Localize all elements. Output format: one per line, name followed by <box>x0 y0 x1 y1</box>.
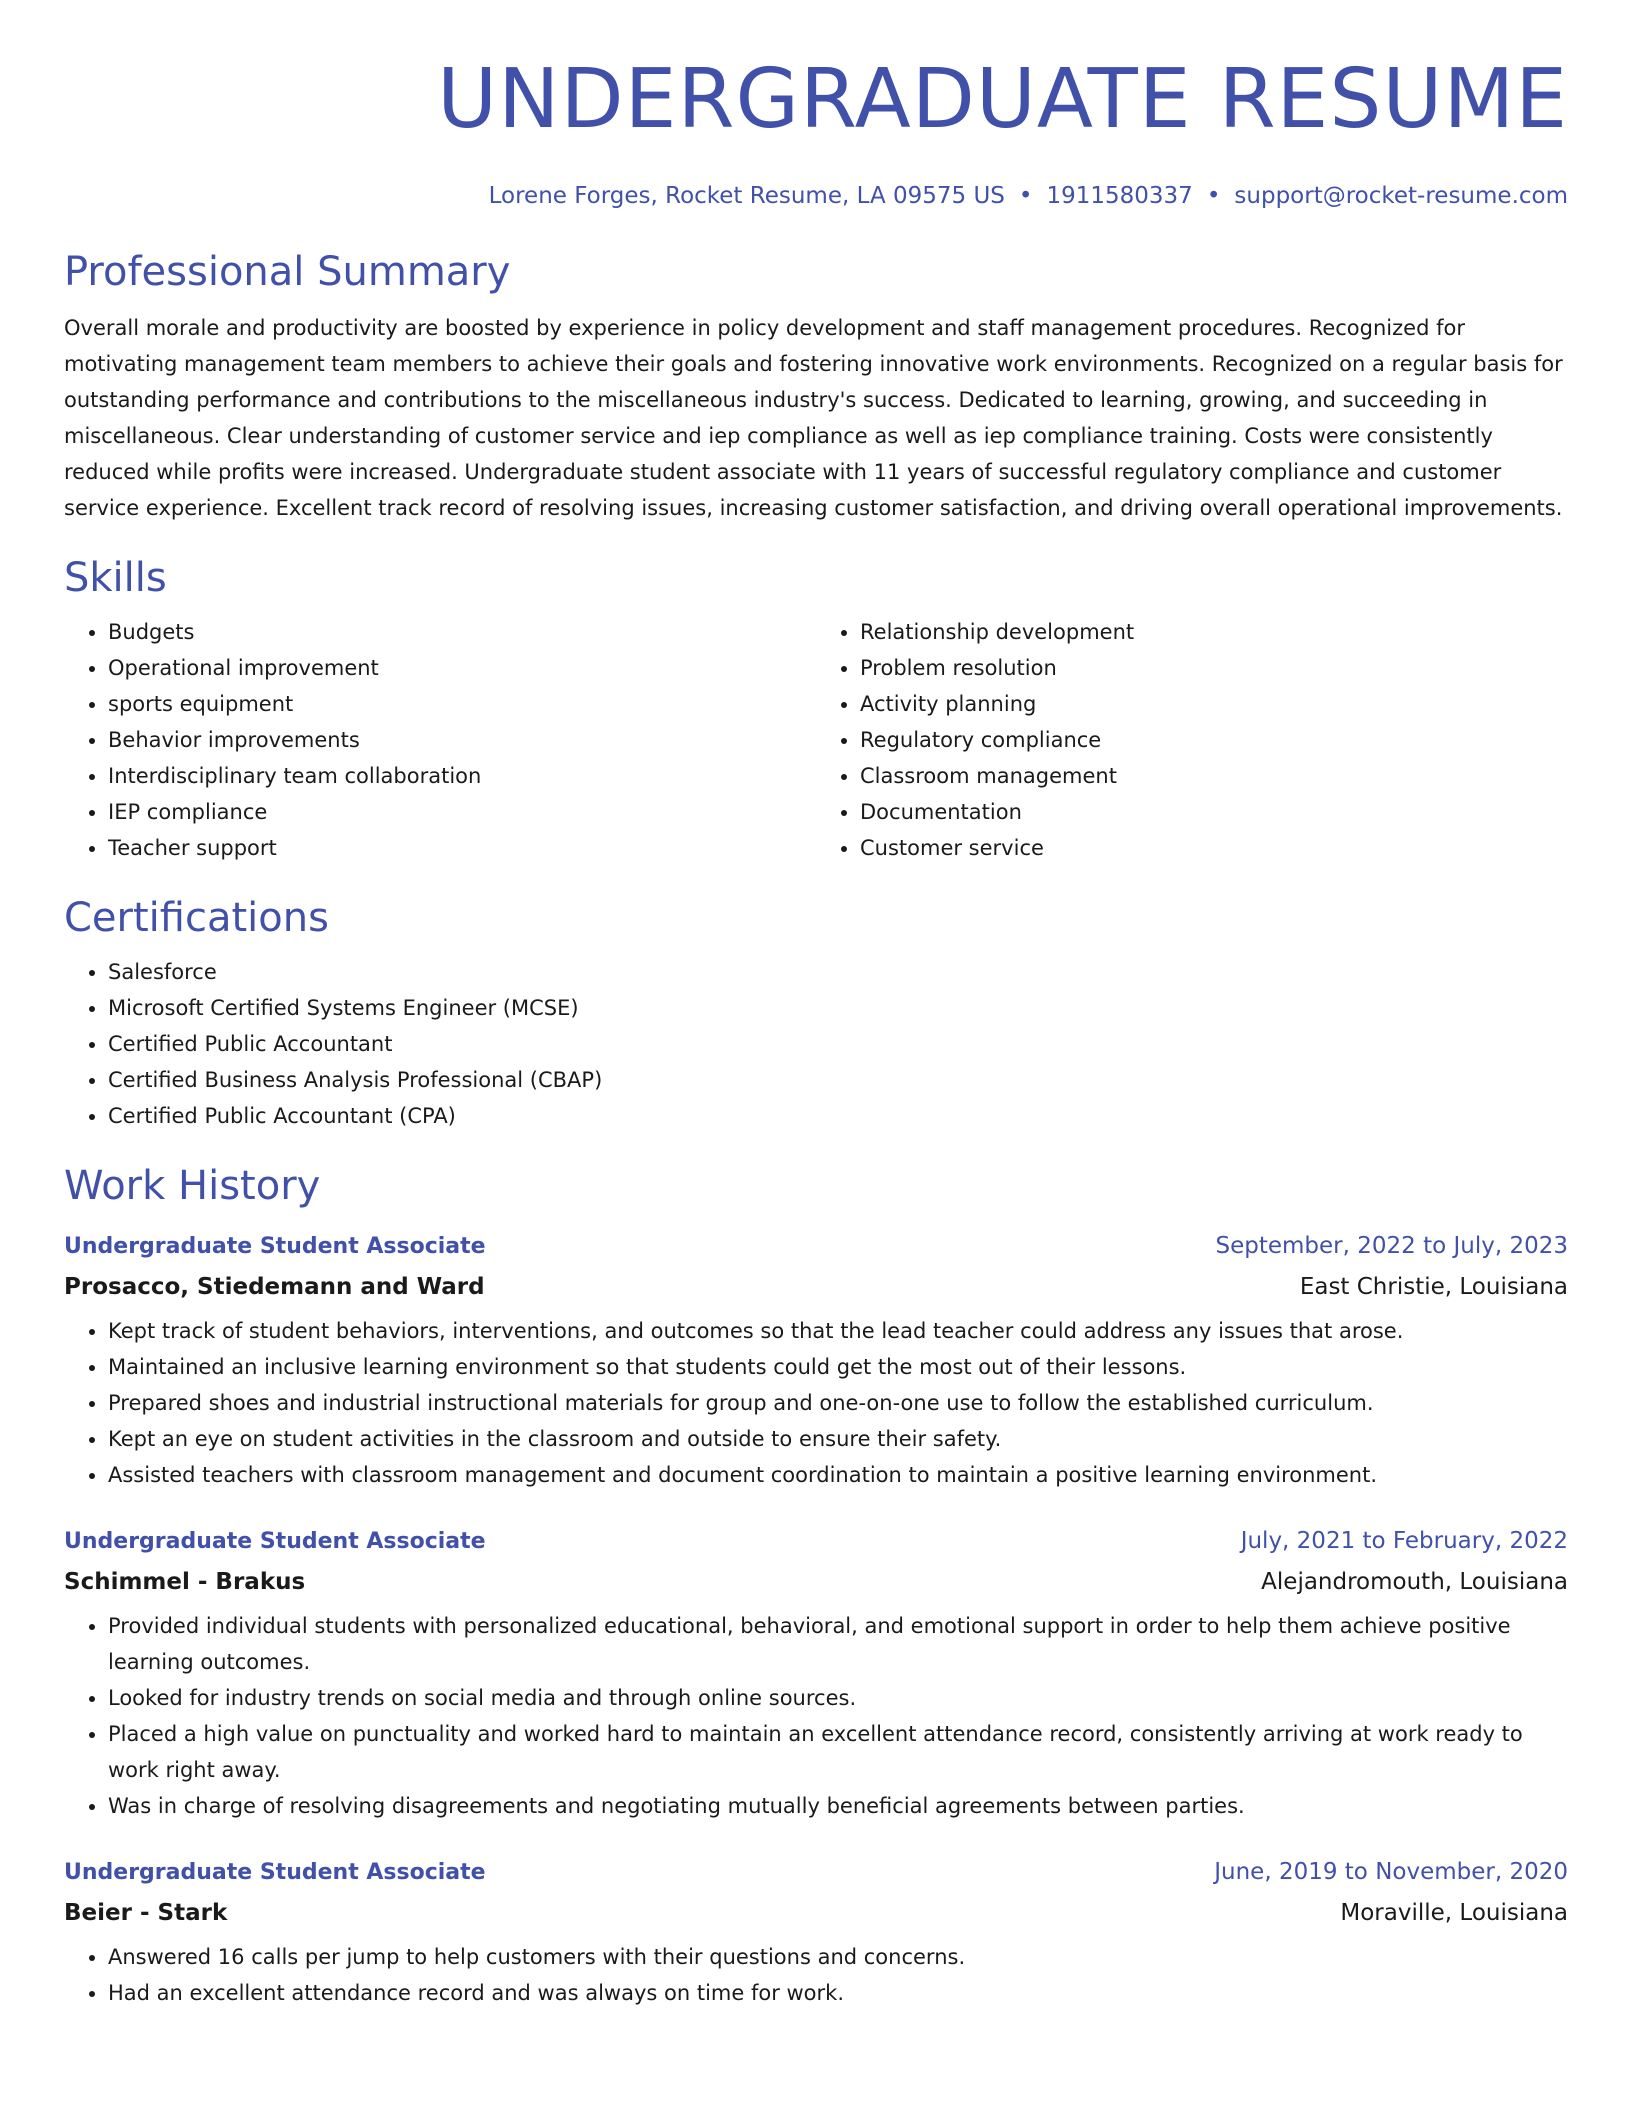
job-duty: • Placed a high value on punctuality and worked hard to maintain an excellent attendance record, consistently arriving at work ready to work right away. <box>108 1716 1568 1788</box>
job-company: Schimmel - Brakus <box>64 1569 306 1595</box>
job-duties <box>64 1608 1568 1824</box>
job-duties <box>64 1313 1568 1493</box>
skill-item: • Classroom management <box>860 758 1568 794</box>
job-entry <box>64 1521 1568 1824</box>
job-duty: • Maintained an inclusive learning environment so that students could get the most out of their lessons. <box>108 1349 1568 1385</box>
resume-header <box>64 52 1568 212</box>
skill-item: • Customer service <box>860 830 1568 866</box>
job-duty: • Prepared shoes and industrial instructional materials for group and one-on-one use to follow the established curriculum. <box>108 1385 1568 1421</box>
skill-item: • Regulatory compliance <box>860 722 1568 758</box>
summary-text: Overall morale and productivity are boosted by experience in policy development and staff management procedures. Recognized for motivating management team members to achieve their goals and fostering innovative work environments. Recognized on a regular basis for outstanding performance and contributions to the miscellaneous industry's success. Dedicated to learning, growing, and succeeding in miscellaneous. Clear understanding of customer service and iep compliance as well as iep compliance training. Costs were consistently reduced while profits were increased. Undergraduate student associate with 11 years of successful regulatory compliance and customer service experience. Excellent track record of resolving issues, increasing customer satisfaction, and driving overall operational improvements. <box>64 316 1563 520</box>
job-duty: • Had an excellent attendance record and was always on time for work. <box>108 1975 1568 2011</box>
work-history-section <box>64 1160 1568 2011</box>
contact-phone[interactable]: 1911580337 <box>1046 183 1193 209</box>
job-dates: June, 2019 to November, 2020 <box>1214 1859 1568 1885</box>
skill-item: • Documentation <box>860 794 1568 830</box>
skills-section <box>64 552 1568 866</box>
job-entry <box>64 1226 1568 1493</box>
summary-heading: Professional Summary <box>64 249 511 295</box>
job-company: Beier - Stark <box>64 1900 228 1926</box>
job-title: Undergraduate Student Associate <box>64 1234 486 1259</box>
work-history-heading: Work History <box>64 1163 321 1209</box>
job-dates: July, 2021 to February, 2022 <box>1240 1528 1568 1554</box>
job-duty: • Looked for industry trends on social media and through online sources. <box>108 1680 1568 1716</box>
job-title-row <box>64 1226 1568 1267</box>
skill-item: • Teacher support <box>108 830 816 866</box>
job-duty: • Provided individual students with personalized educational, behavioral, and emotional support in order to help them achieve positive learning outcomes. <box>108 1608 1568 1680</box>
job-entry <box>64 1852 1568 2011</box>
certification-item: • Salesforce <box>108 954 1568 990</box>
skill-item: • Budgets <box>108 614 816 650</box>
job-duty: • Kept track of student behaviors, interventions, and outcomes so that the lead teacher could address any issues that arose. <box>108 1313 1568 1349</box>
skill-item: • Activity planning <box>860 686 1568 722</box>
job-company-row <box>64 1267 1568 1307</box>
contact-address: Lorene Forges, Rocket Resume, LA 09575 US <box>488 183 1005 209</box>
job-dates: September, 2022 to July, 2023 <box>1215 1233 1568 1259</box>
job-title-row <box>64 1521 1568 1562</box>
skill-item: • Interdisciplinary team collaboration <box>108 758 816 794</box>
job-duty: • Answered 16 calls per jump to help customers with their questions and concerns. <box>108 1939 1568 1975</box>
job-location: Moraville, Louisiana <box>1340 1900 1568 1926</box>
job-company-row <box>64 1893 1568 1933</box>
job-title: Undergraduate Student Associate <box>64 1529 486 1554</box>
certification-item: • Certified Public Accountant (CPA) <box>108 1098 1568 1134</box>
contact-separator: • <box>1018 183 1033 209</box>
job-location: East Christie, Louisiana <box>1299 1274 1568 1300</box>
job-duty: • Was in charge of resolving disagreements and negotiating mutually beneficial agreements between parties. <box>108 1788 1568 1824</box>
skill-item: • Relationship development <box>860 614 1568 650</box>
skills-grid <box>64 614 1568 866</box>
contact-email[interactable]: support@rocket-resume.com <box>1234 183 1568 209</box>
skill-item: • IEP compliance <box>108 794 816 830</box>
summary-section <box>64 246 1568 526</box>
job-company: Prosacco, Stiedemann and Ward <box>64 1274 485 1300</box>
job-location: Alejandromouth, Louisiana <box>1261 1569 1568 1595</box>
certification-item: • Certified Public Accountant <box>108 1026 1568 1062</box>
certification-item: • Certified Business Analysis Professional (CBAP) <box>108 1062 1568 1098</box>
job-title: Undergraduate Student Associate <box>64 1860 486 1885</box>
job-title-row <box>64 1852 1568 1893</box>
job-company-row <box>64 1562 1568 1602</box>
job-duties <box>64 1939 1568 2011</box>
contact-line <box>64 180 1568 212</box>
contact-separator: • <box>1206 183 1221 209</box>
certification-item: • Microsoft Certified Systems Engineer (MCSE) <box>108 990 1568 1026</box>
certifications-heading: Certifications <box>64 895 329 941</box>
skill-item: • Problem resolution <box>860 650 1568 686</box>
skill-item: • Behavior improvements <box>108 722 816 758</box>
job-duty: • Assisted teachers with classroom management and document coordination to maintain a positive learning environment. <box>108 1457 1568 1493</box>
certifications-list <box>64 954 1568 1134</box>
job-duty: • Kept an eye on student activities in the classroom and outside to ensure their safety. <box>108 1421 1568 1457</box>
skill-item: • sports equipment <box>108 686 816 722</box>
skill-item: • Operational improvement <box>108 650 816 686</box>
skills-list-right <box>816 614 1568 866</box>
skills-list-left <box>64 614 816 866</box>
resume-title: UNDERGRADUATE RESUME <box>437 52 1568 147</box>
certifications-section <box>64 892 1568 1134</box>
skills-heading: Skills <box>64 555 167 601</box>
